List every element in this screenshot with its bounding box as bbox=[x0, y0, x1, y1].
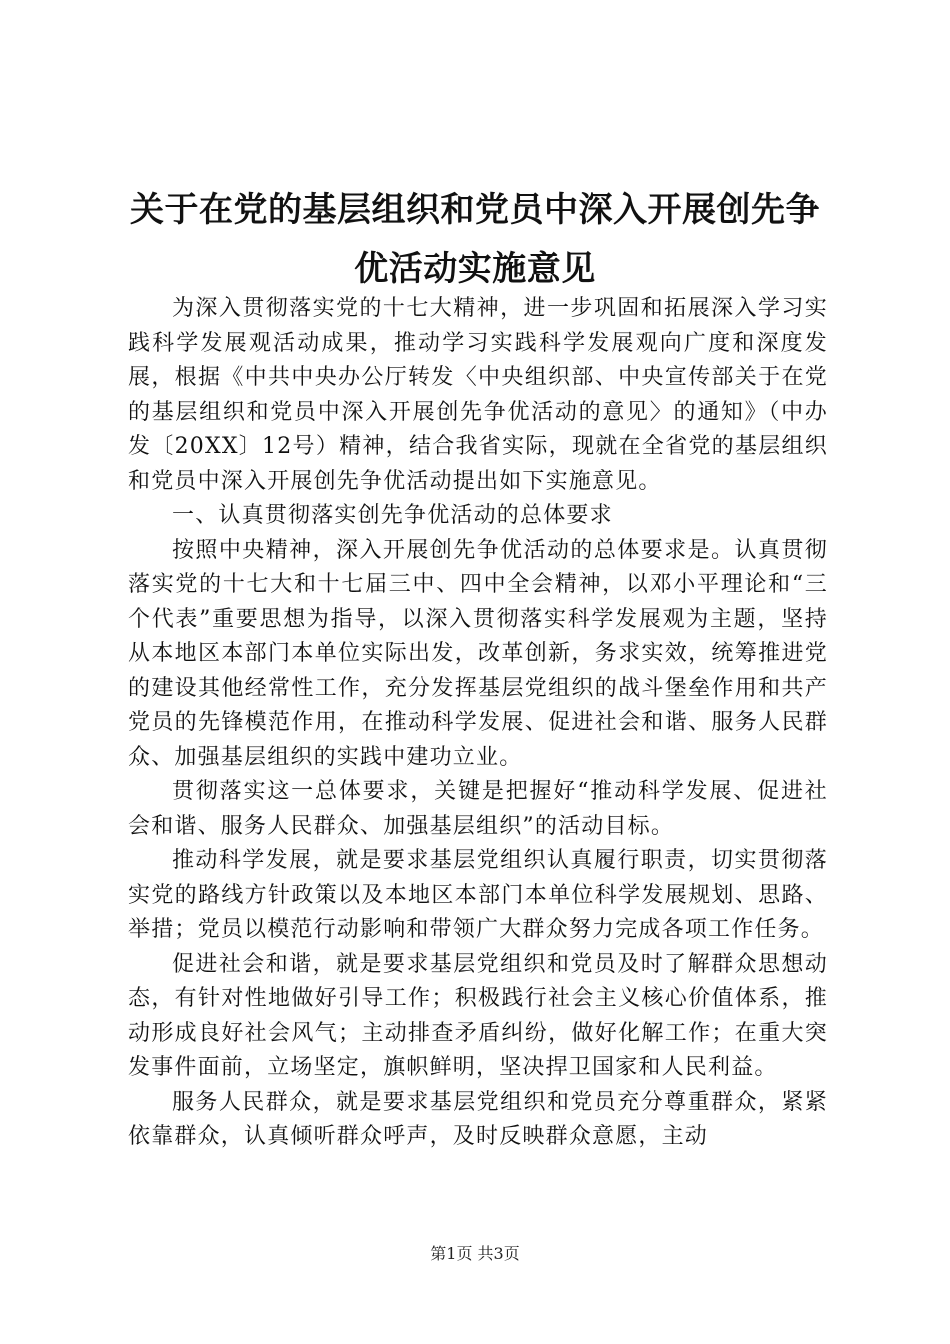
paragraph-scientific-development: 推动科学发展，就是要求基层党组织认真履行职责，切实贯彻落实党的路线方针政策以及本地区本部门本单位科学发展规划、思路、举措；党员以模范行动影响和带领广大群众努力完成各项工作任务。 bbox=[128, 848, 828, 942]
paragraph-overall-requirements: 按照中央精神，深入开展创先争优活动的总体要求是。认真贯彻落实党的十七大和十七届三中、四中全会精神，以邓小平理论和“三个代表”重要思想为指导，以深入贯彻落实科学发展观为主题，坚持从本地区本部门本单位实际出发，改革创新，务求实效，统筹推进党的建设其他经常性工作，充分发挥基层党组织的战斗堡垒作用和共产党员的先锋模范作用，在推动科学发展、促进社会和谐、服务人民群众、加强基层组织的实践中建功立业。 bbox=[128, 537, 828, 770]
section-heading-1: 一、认真贯彻落实创先争优活动的总体要求 bbox=[172, 503, 613, 528]
document-title-line-1: 关于在党的基层组织和党员中深入开展创先争 bbox=[130, 190, 820, 230]
page-number-footer: 第1页 共3页 bbox=[430, 1244, 520, 1263]
paragraph-key-goals: 贯彻落实这一总体要求，关键是把握好“推动科学发展、促进社会和谐、服务人民群众、加强基层组织”的活动目标。 bbox=[128, 779, 828, 839]
document-title-line-2: 优活动实施意见 bbox=[354, 249, 596, 289]
paragraph-social-harmony: 促进社会和谐，就是要求基层党组织和党员及时了解群众思想动态，有针对性地做好引导工作；积极践行社会主义核心价值体系，推动形成良好社会风气；主动排查矛盾纠纷，做好化解工作；在重大突发事件面前，立场坚定，旗帜鲜明，坚决捍卫国家和人民利益。 bbox=[128, 951, 828, 1080]
paragraph-intro: 为深入贯彻落实党的十七大精神，进一步巩固和拓展深入学习实践科学发展观活动成果，推动学习实践科学发展观向广度和深度发展，根据《中共中央办公厅转发〈中央组织部、中央宣传部关于在党的基层组织和党员中深入开展创先争优活动的意见〉的通知》（中办发〔20XX〕12号）精神，结合我省实际，现就在全省党的基层组织和党员中深入开展创先争优活动提出如下实施意见。 bbox=[128, 296, 828, 494]
paragraph-serve-people: 服务人民群众，就是要求基层党组织和党员充分尊重群众，紧紧依靠群众，认真倾听群众呼声，及时反映群众意愿，主动 bbox=[128, 1089, 828, 1149]
document-body bbox=[128, 292, 828, 1155]
